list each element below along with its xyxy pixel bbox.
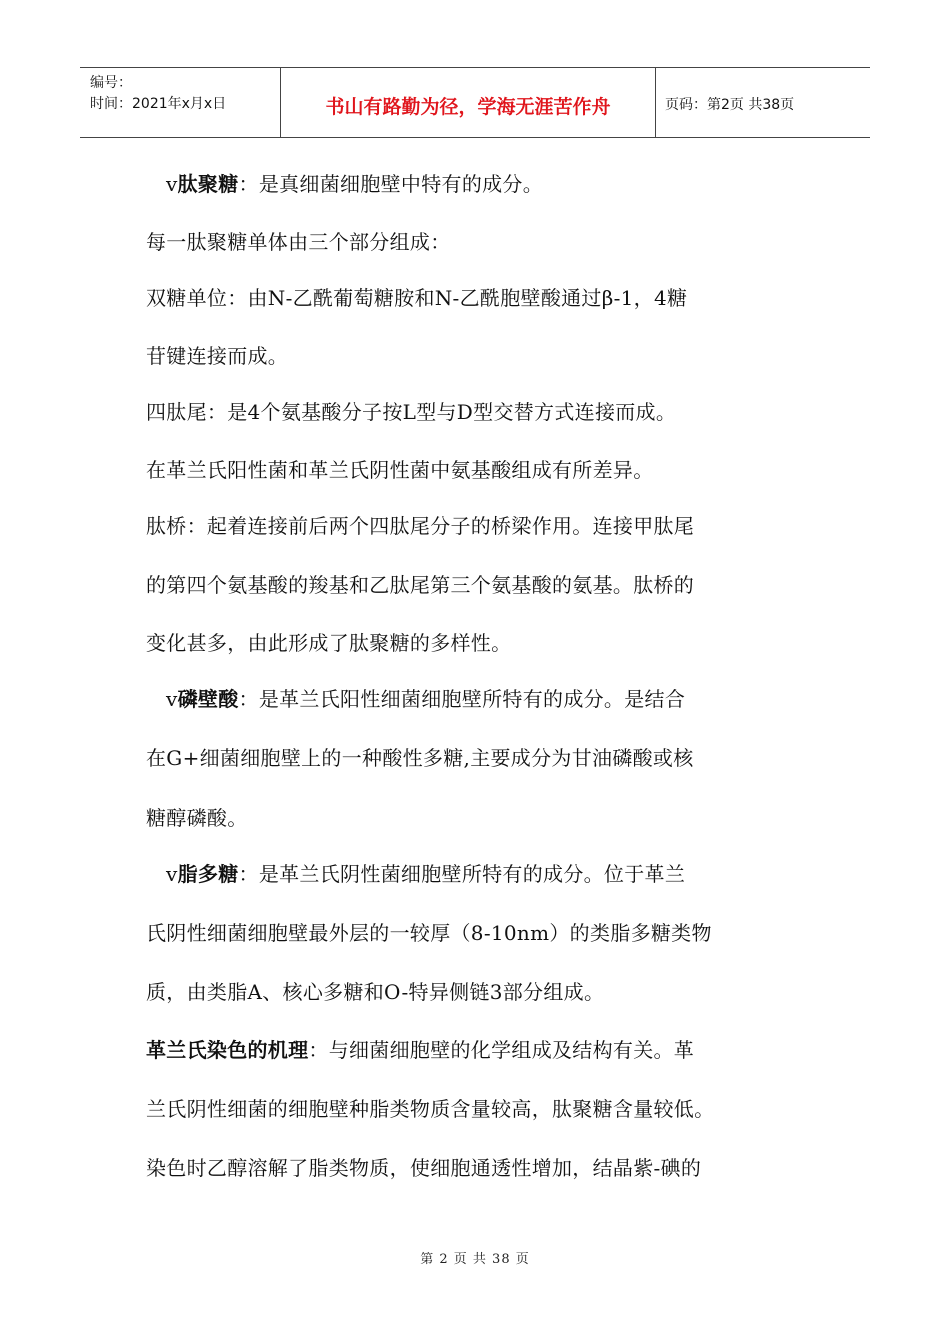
document-time-label: 时间：2021年x月x日	[90, 96, 227, 112]
paragraph-line: 氏阴性细菌细胞壁最外层的一较厚（8-10nm）的类脂多糖类物	[146, 921, 712, 945]
paragraph-line: 质，由类脂A、核心多糖和O-特异侧链3部分组成。	[146, 980, 605, 1004]
term-heading: 革兰氏染色的机理	[146, 1038, 309, 1062]
paragraph-line: 在革兰氏阳性菌和革兰氏阴性菌中氨基酸组成有所差异。	[146, 458, 654, 482]
header-left-cell	[80, 68, 280, 137]
paragraph-line: 染色时乙醇溶解了脂类物质，使细胞通透性增加，结晶紫-碘的	[146, 1156, 702, 1180]
bullet-marker: v	[166, 687, 178, 711]
paragraph-line	[146, 1037, 694, 1063]
paragraph-line: 双糖单位：由N-乙酰葡萄糖胺和N-乙酰胞壁酸通过β-1，4糖	[146, 286, 688, 310]
document-code-label: 编号：	[90, 75, 132, 91]
paragraph-line: 每一肽聚糖单体由三个部分组成：	[146, 230, 451, 254]
term-heading: 磷壁酸	[177, 687, 239, 711]
page-footer: 第 2 页 共 38 页	[420, 1252, 530, 1267]
bullet-marker: v	[166, 862, 178, 886]
line-text: ：是真细菌细胞壁中特有的成分。	[238, 172, 544, 196]
paragraph-line: 在G+细菌细胞壁上的一种酸性多糖,主要成分为甘油磷酸或核	[146, 746, 694, 770]
term-heading: 肽聚糖	[177, 172, 239, 196]
header-right-cell	[655, 68, 870, 137]
header-page-info: 页码：第2页 共38页	[665, 97, 795, 113]
paragraph-line	[166, 861, 685, 887]
paragraph-line: 变化甚多，由此形成了肽聚糖的多样性。	[146, 631, 512, 655]
header-center-cell	[280, 68, 656, 137]
paragraph-line: 的第四个氨基酸的羧基和乙肽尾第三个氨基酸的氨基。肽桥的	[146, 573, 695, 597]
term-heading: 脂多糖	[177, 862, 239, 886]
paragraph-line: 肽桥：起着连接前后两个四肽尾分子的桥梁作用。连接甲肽尾	[146, 514, 695, 538]
line-text: ：与细菌细胞壁的化学组成及结构有关。革	[308, 1038, 695, 1062]
paragraph-line: 四肽尾：是4个氨基酸分子按L型与D型交替方式连接而成。	[146, 400, 677, 424]
paragraph-line: 兰氏阴性细菌的细胞壁种脂类物质含量较高，肽聚糖含量较低。	[146, 1097, 715, 1121]
paragraph-line	[166, 171, 543, 197]
line-text: ：是革兰氏阴性菌细胞壁所特有的成分。位于革兰	[238, 862, 686, 886]
line-text: ：是革兰氏阳性细菌细胞壁所特有的成分。是结合	[238, 687, 686, 711]
bullet-marker: v	[166, 172, 178, 196]
document-header	[80, 67, 870, 138]
paragraph-line: 糖醇磷酸。	[146, 806, 248, 830]
paragraph-line	[166, 686, 685, 712]
header-motto: 书山有路勤为径，学海无涯苦作舟	[325, 96, 611, 118]
paragraph-line: 苷键连接而成。	[146, 344, 289, 368]
